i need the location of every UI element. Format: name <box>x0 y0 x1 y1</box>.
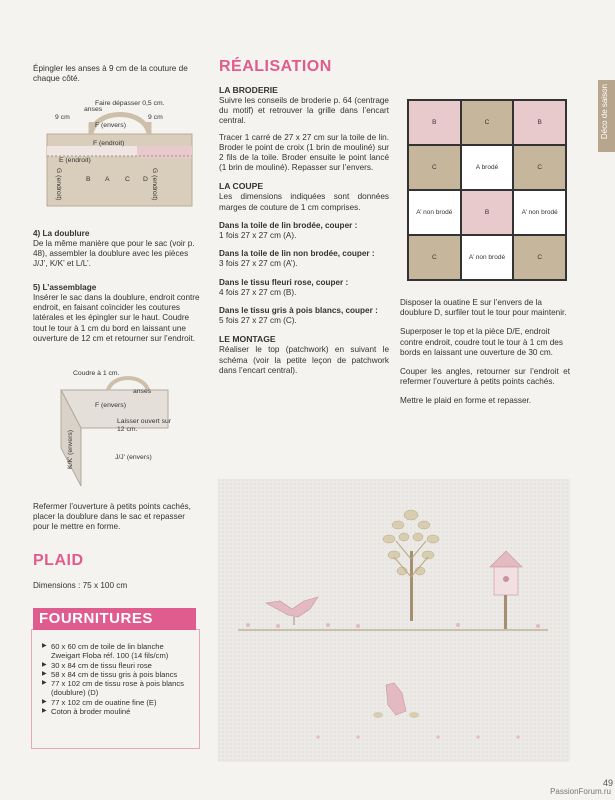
label-c: C <box>125 176 130 183</box>
broderie-title: LA BRODERIE <box>219 85 278 95</box>
patch-tile-c: C <box>514 146 565 189</box>
fournitures-item: ▶ 60 x 60 cm de toile de lin blanche Zweigart Floba réf. 100 (14 fils/cm) <box>42 642 193 661</box>
label-f-envers-2: F (envers) <box>95 402 126 409</box>
patch-tile-c: C <box>409 236 460 279</box>
right-p4: Mettre le plaid en forme et repasser. <box>400 396 532 406</box>
label-a: A <box>105 176 110 183</box>
plaid-dimensions: Dimensions : 75 x 100 cm <box>33 581 128 590</box>
coupe-text: Les dimensions indiquées sont données marges de couture de 1 cm comprises. <box>219 192 389 212</box>
patch-tile-a-non-brode: A’ non brodé <box>462 236 513 279</box>
cut4-value: 5 fois 27 x 27 cm (C). <box>219 316 297 326</box>
fournitures-list <box>32 636 199 716</box>
fournitures-item: ▶ 58 x 84 cm de tissu gris à pois blancs <box>42 670 193 679</box>
right-p2: Superposer le top et la pièce D/E, endroit contre endroit, coudre tout le tour à 1 cm des bords en laissant une ouverture de 30 cm. <box>400 327 563 357</box>
right-p1: Disposer la ouatine E sur l’envers de la doublure D, surfiler tout le tour pour maintenir. <box>400 298 567 318</box>
broderie-p2: Tracer 1 carré de 27 x 27 cm sur la toile de lin. Broder le point de croix (1 brin de mouliné) sur 2 fils de la toile. Broder ensuite le point lancé (1 brin de mouliné). Repasser sur l’envers. <box>219 132 389 173</box>
patch-tile-b: B <box>514 101 565 144</box>
doublure-text: De la même manière que pour le sac (voir p. 48), assembler la doublure avec les pièces J/J’, K/K’ et L/L’. <box>33 239 195 269</box>
cut1-heading: Dans la toile de lin brodée, couper : <box>219 220 358 230</box>
label-d: D <box>143 176 148 183</box>
assemblage-text: Insérer le sac dans la doublure, endroit contre endroit, en faisant coïncider les coutures latérales et les épingler sur le haut. Coudre tout le tour à 1 cm du bord en laissant une ouverture de 12 cm et retourner sur l’endroit. <box>33 293 200 343</box>
patch-tile-a-non-brode: A’ non brodé <box>514 191 565 234</box>
patch-tile-c: C <box>462 101 513 144</box>
embroidery-illustration <box>218 479 570 762</box>
side-tab-label: Déco de saison <box>600 84 609 140</box>
patchwork-diagram <box>407 99 567 281</box>
label-kk-envers: K/K’ (envers) <box>67 430 74 470</box>
broderie-p1: Suivre les conseils de broderie p. 64 (centrage du motif) et retrouver la grille dans l’encart central. <box>219 96 389 126</box>
right-column <box>400 298 570 407</box>
bag-diagram <box>33 96 203 216</box>
label-anses: anses <box>84 106 103 113</box>
montage-text: Réaliser le top (patchwork) en suivant le schéma (voir la petite leçon de patchwork dans l’encart central). <box>219 345 389 375</box>
fournitures-item: ▶ 77 x 102 cm de ouatine fine (E) <box>42 698 193 707</box>
intro-text: Épingler les anses à 9 cm de la couture de chaque côté. <box>33 64 188 84</box>
label-9cm-right: 9 cm <box>148 114 163 121</box>
fournitures-box <box>31 629 200 749</box>
label-anses-2: anses <box>133 388 152 395</box>
fournitures-item: ▶ 77 x 102 cm de tissu rose à pois blancs (doublure) (D) <box>42 679 193 698</box>
page-number: 49 <box>602 778 613 788</box>
patch-tile-a-brode: A brodé <box>462 146 513 189</box>
cut1-value: 1 fois 27 x 27 cm (A). <box>219 231 297 241</box>
site-watermark: PassionForum.ru <box>550 787 611 796</box>
realisation-title: RÉALISATION <box>219 58 332 75</box>
embroidery-photo <box>218 479 570 762</box>
coupe-title: LA COUPE <box>219 181 264 192</box>
label-coudre: Coudre à 1 cm. <box>73 370 120 377</box>
realisation-column <box>219 85 389 376</box>
label-f-endroit: F (endroit) <box>93 140 125 147</box>
fournitures-title: FOURNITURES <box>33 608 196 630</box>
plaid-title: PLAID <box>33 552 84 569</box>
label-jj-envers: J/J’ (envers) <box>115 454 152 461</box>
label-g-endroit-left: G (endroit) <box>55 168 62 201</box>
cut3-heading: Dans le tissu fleuri rose, couper : <box>219 277 349 287</box>
label-e-endroit: E (endroit) <box>59 157 91 164</box>
fournitures-item: ▶ 30 x 84 cm de tissu fleuri rose <box>42 661 193 670</box>
assemblage-title: 5) L’assemblage <box>33 283 97 292</box>
patch-tile-c: C <box>514 236 565 279</box>
lining-diagram <box>33 368 203 488</box>
doublure-title: 4) La doublure <box>33 229 90 238</box>
fournitures-item: ▶ Coton à broder mouliné <box>42 707 193 716</box>
patch-tile-c: C <box>409 146 460 189</box>
label-f-envers: F (envers) <box>95 122 126 129</box>
label-g-endroit-right: G (endroit) <box>151 168 158 201</box>
montage-title: LE MONTAGE <box>219 334 276 345</box>
section-side-tab <box>598 80 615 152</box>
label-depasser: Faire dépasser 0,5 cm. <box>95 100 165 107</box>
patch-tile-a-non-brode: A’ non brodé <box>409 191 460 234</box>
cut4-heading: Dans le tissu gris à pois blancs, couper : <box>219 306 378 316</box>
right-p3: Couper les angles, retourner sur l’endroit et refermer l’ouverture à petits points cachés. <box>400 367 570 387</box>
label-laisser-ouvert: Laisser ouvert sur 12 cm. <box>117 418 172 433</box>
cut3-value: 4 fois 27 x 27 cm (B). <box>219 287 297 297</box>
refermer-text: Refermer l’ouverture à petits points cachés, placer la doublure dans le sac et repasser pour le mettre en forme. <box>33 502 191 532</box>
label-b: B <box>86 176 91 183</box>
cut2-heading: Dans la toile de lin non brodée, couper : <box>219 249 375 259</box>
patch-tile-b: B <box>409 101 460 144</box>
cut2-value: 3 fois 27 x 27 cm (A’). <box>219 259 298 269</box>
label-9cm-left: 9 cm <box>55 114 70 121</box>
patch-tile-b: B <box>462 191 513 234</box>
